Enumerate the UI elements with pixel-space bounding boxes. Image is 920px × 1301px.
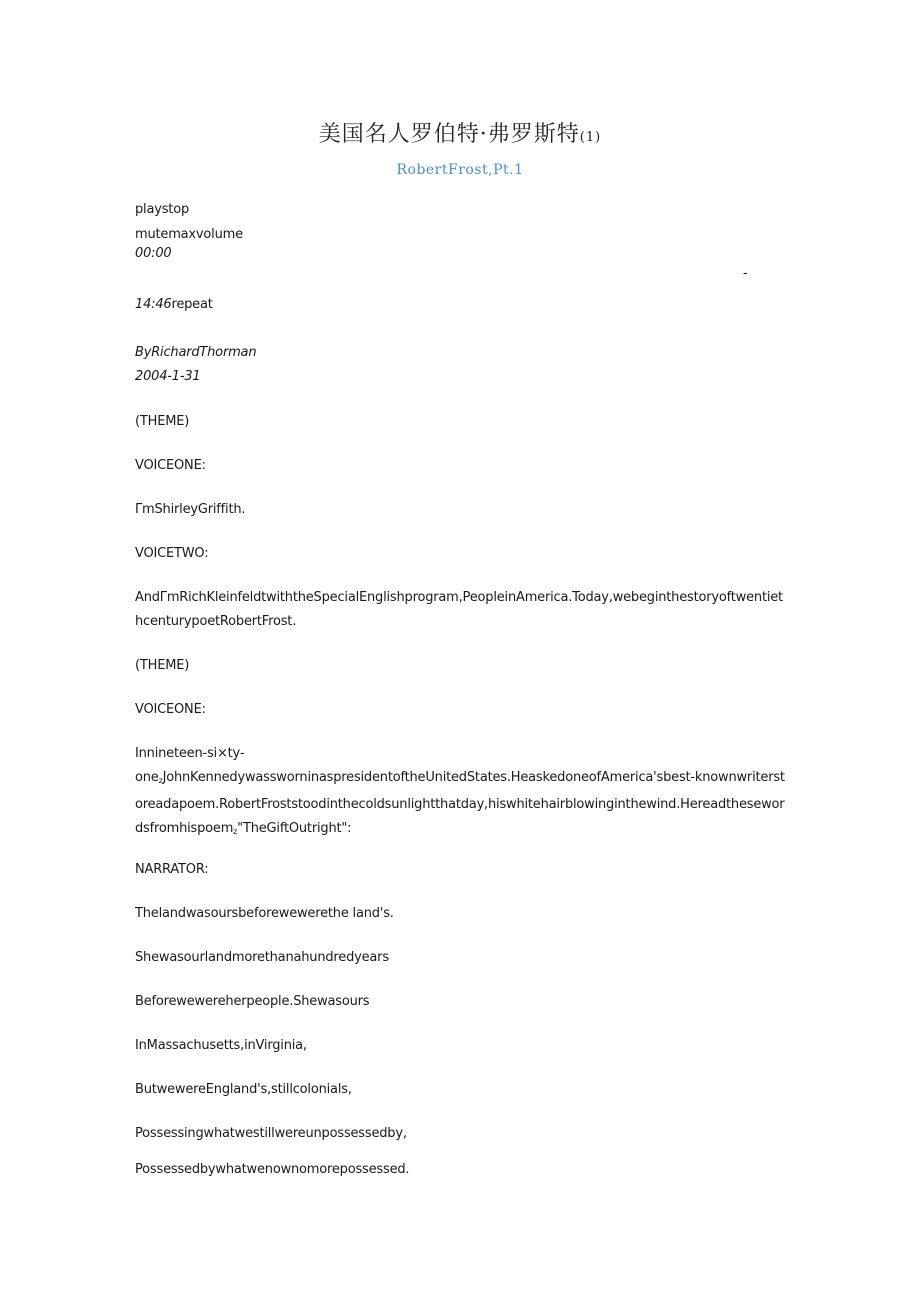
- text-mark: z: [158, 776, 163, 785]
- poem-line: Possessingwhatwestillwereunpossessedby,: [135, 1126, 407, 1141]
- paragraph-kennedy-body: [135, 766, 785, 844]
- poem-line: InMassachusetts,inVirginia,: [135, 1038, 307, 1053]
- title-text: 美国名人罗伯特·弗罗斯特: [318, 122, 580, 147]
- paragraph-kennedy: [135, 742, 785, 844]
- player-controls-play-stop[interactable]: playstop: [135, 202, 189, 217]
- theme-marker: (THEME): [135, 658, 190, 673]
- text-fragment: "TheGiftOutright":: [237, 821, 352, 836]
- publish-date: 2004-1-31: [135, 369, 201, 384]
- poem-line: Possessedbywhatwenownomorepossessed.: [135, 1162, 410, 1177]
- player-repeat[interactable]: repeat: [171, 297, 213, 312]
- title-note: (1): [579, 130, 602, 145]
- poem-line: Thelandwasoursbeforewewerethe land's.: [135, 906, 394, 921]
- speaker-narrator: NARRATOR:: [135, 862, 209, 877]
- paragraph-kennedy-line-1: Innineteen-si×ty-: [135, 746, 245, 761]
- text-line: ΓmShirleyGriffith.: [135, 502, 246, 517]
- player-progress-dash: -: [743, 266, 748, 281]
- player-time-end-row: [135, 293, 213, 317]
- author-byline: ByRichardThorman: [135, 345, 257, 360]
- page-title: [0, 117, 920, 148]
- page-subtitle: RobertFrost,Pt.1: [396, 162, 524, 178]
- text-mark: z: [233, 827, 238, 836]
- player-time-start: 00:00: [135, 246, 172, 261]
- speaker-voice-one: VOICEONE:: [135, 702, 206, 717]
- poem-line: ButwewereEngland's,stillcolonials,: [135, 1082, 352, 1097]
- speaker-voice-two: VOICETWO:: [135, 546, 209, 561]
- player-controls-volume[interactable]: mutemaxvolume: [135, 227, 243, 242]
- player-time-end: 14:46: [135, 297, 172, 312]
- theme-marker: (THEME): [135, 414, 190, 429]
- text-fragment: one: [135, 770, 159, 785]
- poem-line: Shewasourlandmorethanahundredyears: [135, 950, 389, 965]
- text-fragment: JohnKennedywassworninaspresidentoftheUnitedStates.HeaskedoneofAmerica'sbest-knownwriterstoreadapoem.RobertFroststoodinthecoldsunlightthatday,hiswhitehairblowinginthewind.Hereadthesewordsfromhispoem: [135, 770, 785, 836]
- poem-line: Beforewewereherpeople.Shewasours: [135, 994, 370, 1009]
- speaker-voice-one: VOICEONE:: [135, 458, 206, 473]
- paragraph-intro: AndΓmRichKleinfeldtwiththeSpecialEnglishprogram,PeopleinAmerica.Today,webeginthestoryoftwentiethcenturypoetRobertFrost.: [135, 590, 783, 629]
